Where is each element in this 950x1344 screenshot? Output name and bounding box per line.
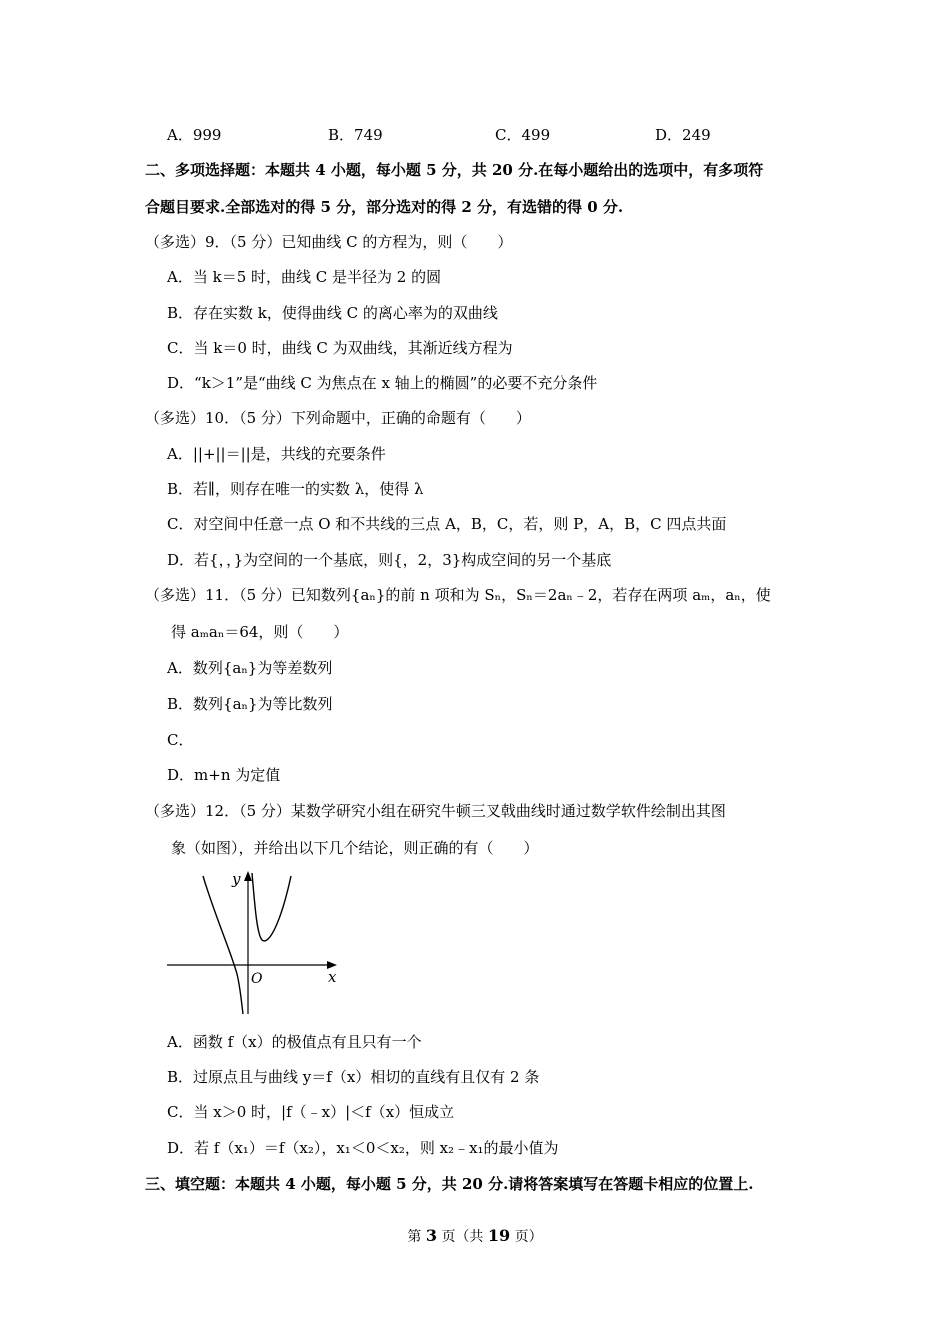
q8-option-a: A．999: [167, 126, 222, 144]
trident-curve-graph: [165, 868, 345, 1018]
q11-option-c: C．: [167, 731, 194, 749]
q12-option-a: A．函数 f（x）的极值点有且只有一个: [167, 1033, 422, 1051]
total-page-count: 19: [487, 1226, 511, 1245]
q8-options: [0, 124, 950, 146]
q9-option-c: C．当 k＝0 时，曲线 C 为双曲线，其渐近线方程为: [167, 339, 513, 357]
section2-heading-line2: 合题目要求.全部选对的得 5 分，部分选对的得 2 分，有选错的得 0 分.: [145, 198, 624, 216]
q11-option-a: A．数列{aₙ}为等差数列: [167, 659, 333, 677]
q10-option-c: C．对空间中任意一点 O 和不共线的三点 A，B，C，若，则 P，A，B，C 四点共面: [167, 515, 727, 533]
footer-prefix: 第: [407, 1229, 422, 1245]
q11-option-b: B．数列{aₙ}为等比数列: [167, 695, 333, 713]
q8-option-d: D．249: [655, 126, 711, 144]
origin-label: O: [251, 971, 263, 987]
page-footer: [0, 1225, 950, 1247]
section3-heading: 三、填空题：本题共 4 小题，每小题 5 分，共 20 分.请将答案填写在答题卡相应的位置上.: [145, 1175, 754, 1193]
x-axis-label: x: [328, 968, 337, 986]
q9-option-d: D．“k＞1”是“曲线 C 为焦点在 x 轴上的椭圆”的必要不充分条件: [167, 374, 598, 392]
q10-option-d: D．若{，，}为空间的一个基底，则{，2，3}构成空间的另一个基底: [167, 551, 612, 569]
section2-heading-line1: 二、多项选择题：本题共 4 小题，每小题 5 分，共 20 分.在每小题给出的选项中，有多项符: [145, 161, 764, 179]
footer-suffix: 页）: [514, 1229, 543, 1245]
q11-stem-line2: 得 aₘaₙ＝64，则（ ）: [171, 623, 349, 641]
curve-left-branch: [203, 876, 243, 1014]
q10-stem: （多选）10．（5 分）下列命题中，正确的命题有（ ）: [145, 409, 531, 427]
q10-option-a: A．||+||＝||是，共线的充要条件: [167, 445, 386, 463]
y-axis-arrow: [244, 871, 252, 881]
q9-option-b: B．存在实数 k，使得曲线 C 的离心率为的双曲线: [167, 304, 498, 322]
curve-right-branch: [252, 873, 291, 941]
q10-option-b: B．若∥，则存在唯一的实数 λ，使得 λ: [167, 480, 424, 498]
q11-stem-line1: （多选）11．（5 分）已知数列{aₙ}的前 n 项和为 Sₙ，Sₙ＝2aₙ﹣2，若存在两项 aₘ，aₙ，使: [145, 586, 771, 604]
q12-stem-line1: （多选）12．（5 分）某数学研究小组在研究牛顿三叉戟曲线时通过数学软件绘制出其图: [145, 802, 726, 820]
q9-stem: （多选）9．（5 分）已知曲线 C 的方程为，则（ ）: [145, 233, 513, 251]
q11-option-d: D．m+n 为定值: [167, 766, 281, 784]
q12-option-b: B．过原点且与曲线 y＝f（x）相切的直线有且仅有 2 条: [167, 1068, 540, 1086]
current-page-number: 3: [425, 1226, 437, 1245]
q9-option-a: A．当 k＝5 时，曲线 C 是半径为 2 的圆: [167, 268, 442, 286]
q8-option-b: B．749: [328, 126, 383, 144]
y-axis-label: y: [232, 870, 241, 888]
q12-option-d: D．若 f（x₁）＝f（x₂），x₁＜0＜x₂，则 x₂﹣x₁的最小值为: [167, 1139, 559, 1157]
q8-option-c: C．499: [495, 126, 551, 144]
footer-middle: 页（共: [441, 1229, 484, 1245]
q12-option-c: C．当 x＞0 时，|f（﹣x）|＜f（x）恒成立: [167, 1103, 455, 1121]
q12-stem-line2: 象（如图），并给出以下几个结论，则正确的有（ ）: [171, 839, 539, 857]
